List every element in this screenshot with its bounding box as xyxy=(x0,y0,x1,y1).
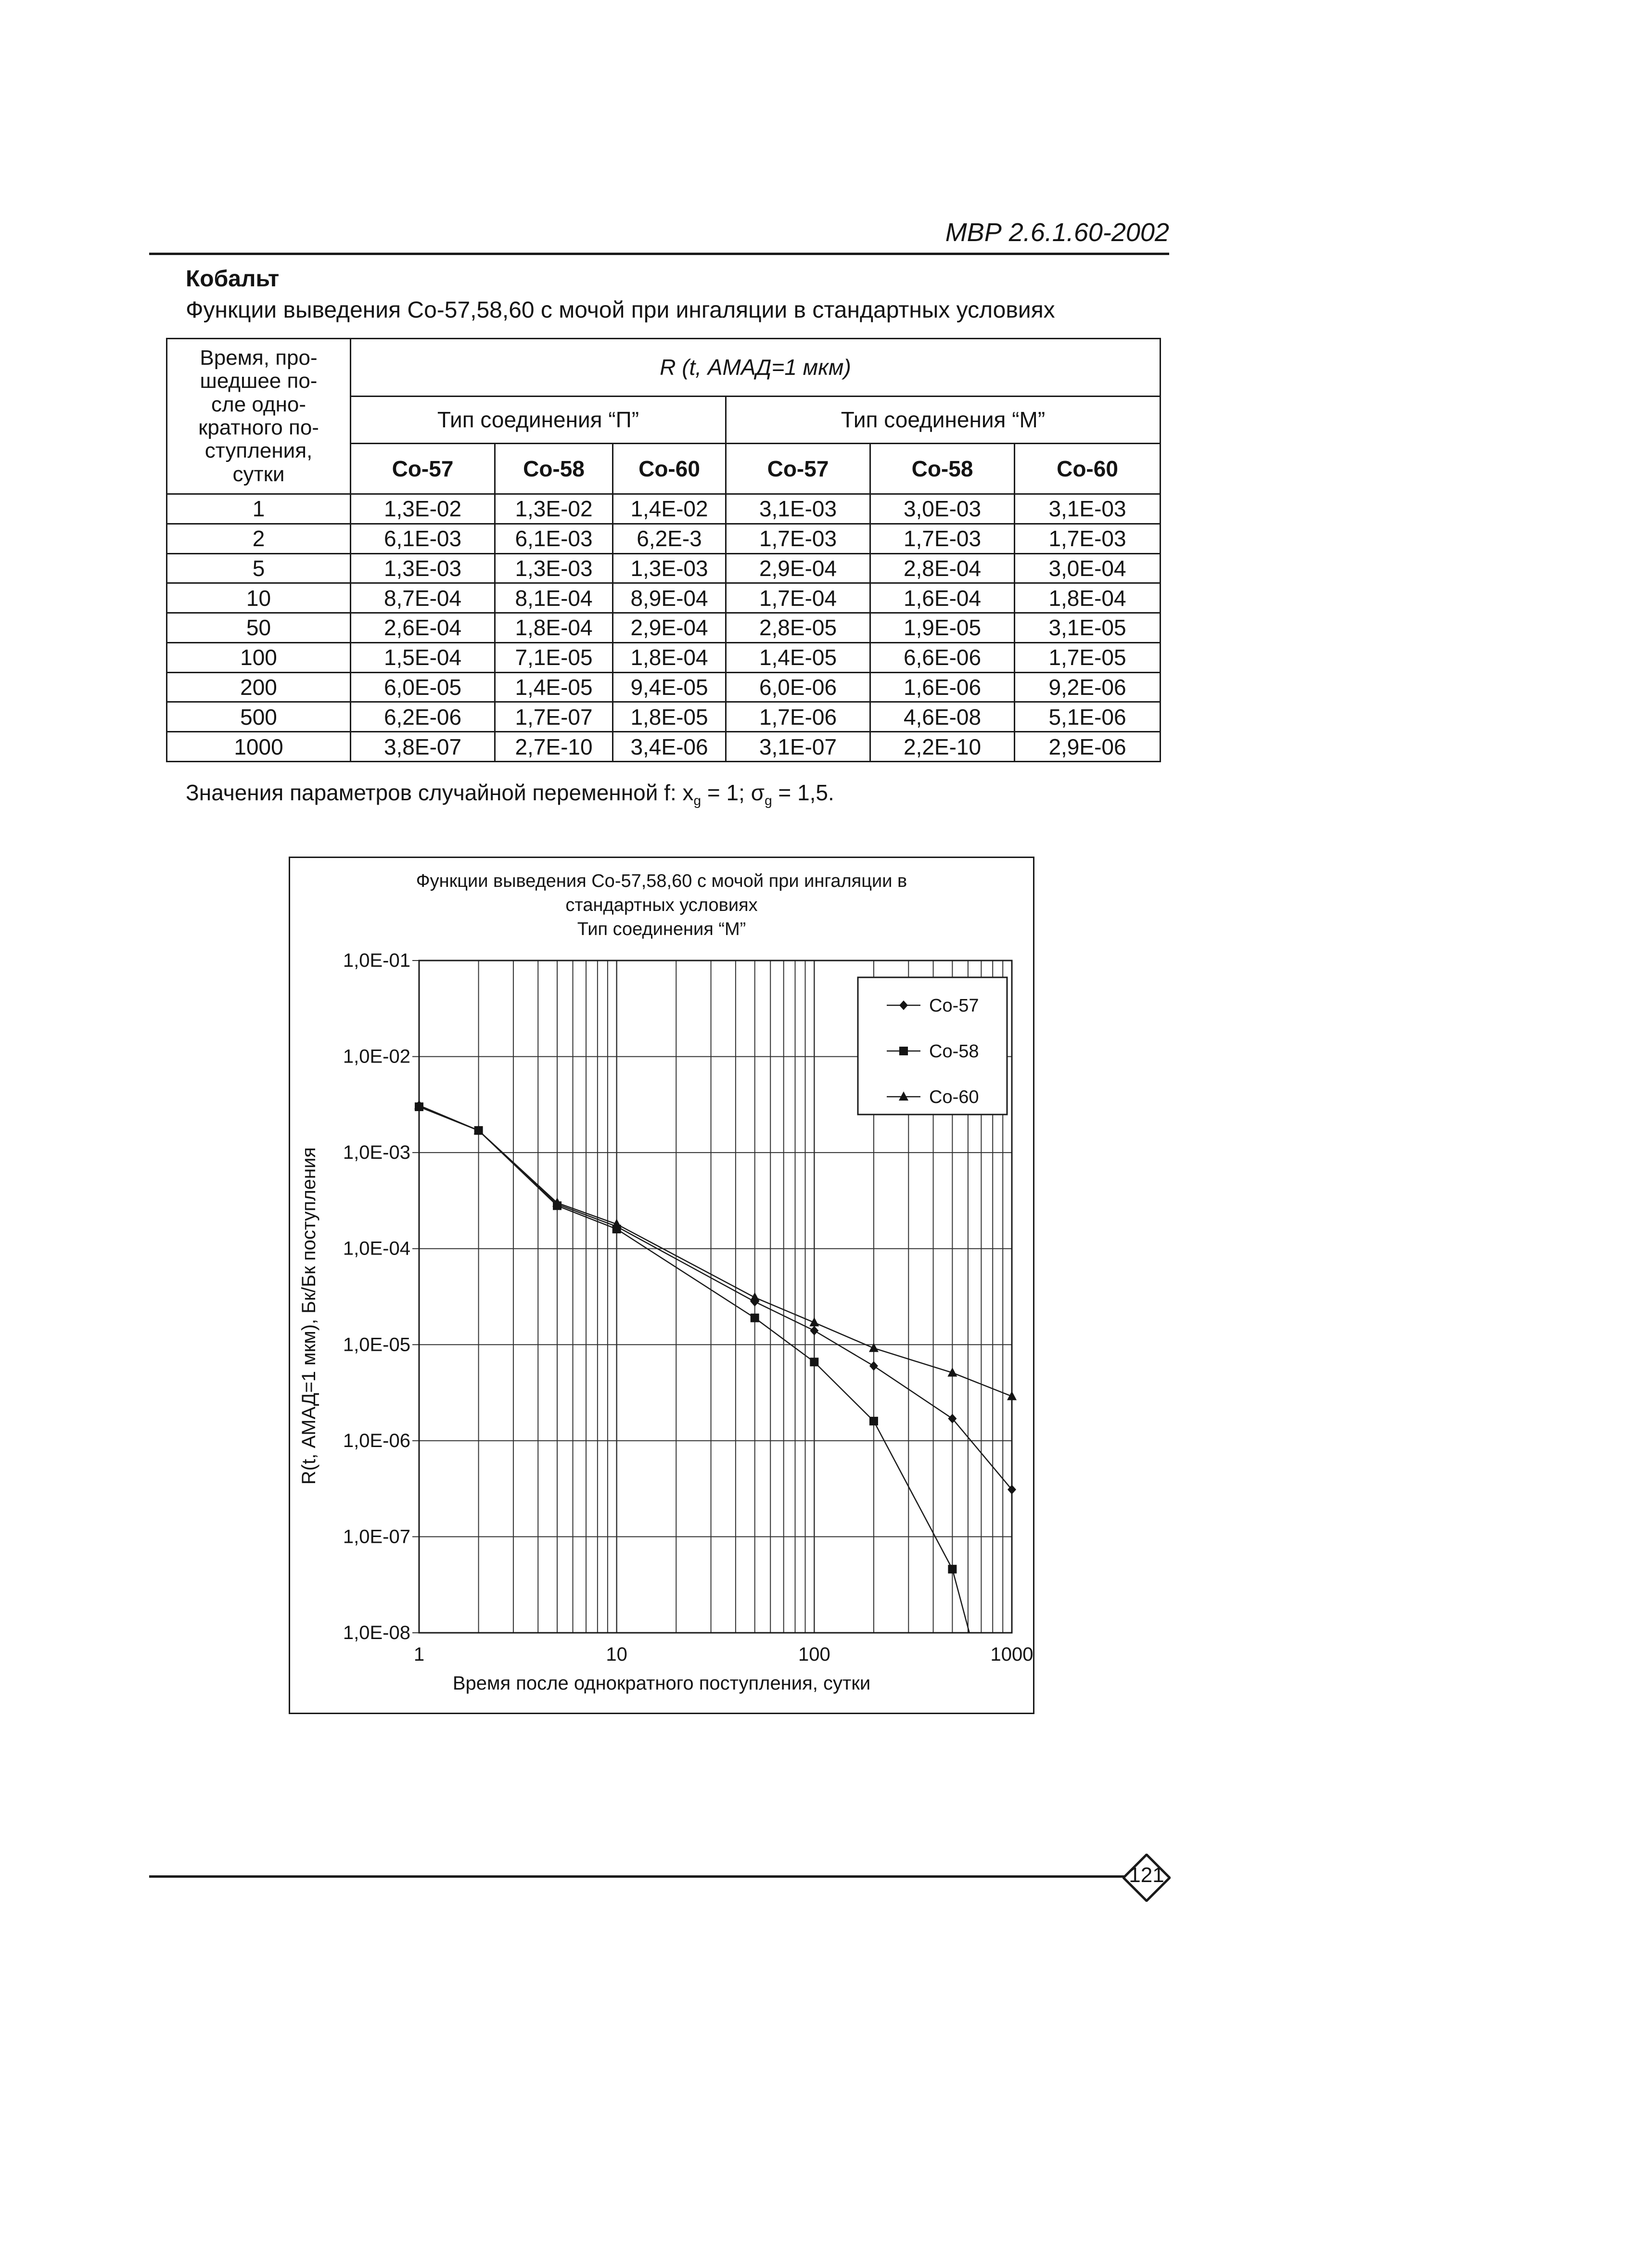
document-code: МВР 2.6.1.60-2002 xyxy=(945,218,1169,247)
y-tick-label: 1,0E-02 xyxy=(343,1046,410,1067)
nuclide-header: Co-57 xyxy=(351,444,495,494)
value-cell: 2,6E-04 xyxy=(351,613,495,643)
value-cell: 4,6E-08 xyxy=(870,702,1015,732)
nuclide-header: Co-57 xyxy=(726,444,870,494)
time-header-line: сле одно- xyxy=(211,392,306,416)
y-tick-label: 1,0E-07 xyxy=(343,1526,410,1548)
value-cell: 1,3E-03 xyxy=(495,553,613,583)
time-cell: 1 xyxy=(167,494,351,524)
value-cell: 6,0E-05 xyxy=(351,672,495,702)
table-row xyxy=(167,553,1161,583)
value-cell: 6,2E-3 xyxy=(613,524,726,553)
page-number: 121 xyxy=(1129,1863,1164,1887)
value-cell: 1,6E-06 xyxy=(870,672,1015,702)
x-tick-label: 100 xyxy=(798,1644,830,1665)
time-header-line: Время, про- xyxy=(200,346,318,370)
release-chart xyxy=(290,858,1033,1713)
value-cell: 1,8E-04 xyxy=(613,642,726,672)
value-cell: 1,7E-04 xyxy=(726,583,870,613)
value-cell: 2,2E-10 xyxy=(870,732,1015,762)
params-sub: g xyxy=(765,793,772,808)
time-header-line: кратного по- xyxy=(198,416,319,439)
params-suffix: = 1,5. xyxy=(772,780,834,805)
time-header xyxy=(167,339,351,494)
value-cell: 2,9E-04 xyxy=(613,613,726,643)
time-cell: 2 xyxy=(167,524,351,553)
chart-title-line: Тип соединения “М” xyxy=(577,919,746,939)
value-cell: 1,3E-03 xyxy=(351,553,495,583)
y-tick-label: 1,0E-08 xyxy=(343,1622,410,1643)
legend-label: Co-60 xyxy=(929,1087,979,1107)
y-tick-label: 1,0E-01 xyxy=(343,950,410,971)
value-cell: 3,1E-03 xyxy=(726,494,870,524)
value-cell: 9,2E-06 xyxy=(1015,672,1161,702)
value-cell: 6,0E-06 xyxy=(726,672,870,702)
value-cell: 2,9E-04 xyxy=(726,553,870,583)
table-row xyxy=(167,732,1161,762)
data-point-co-60 xyxy=(809,1317,819,1326)
nuclide-header: Co-60 xyxy=(613,444,726,494)
group-p-header: Тип соединения “П” xyxy=(351,397,726,444)
release-function-table xyxy=(166,338,1161,762)
value-cell: 1,8E-04 xyxy=(495,613,613,643)
value-cell: 1,7E-03 xyxy=(1015,524,1161,553)
y-axis-label: R(t, АМАД=1 мкм), Бк/Бк поступления xyxy=(298,1147,319,1485)
value-cell: 1,7E-03 xyxy=(870,524,1015,553)
value-cell: 2,8E-04 xyxy=(870,553,1015,583)
y-tick-label: 1,0E-04 xyxy=(343,1238,410,1259)
value-cell: 1,7E-05 xyxy=(1015,642,1161,672)
nuclide-header: Co-58 xyxy=(495,444,613,494)
value-cell: 1,4E-05 xyxy=(726,642,870,672)
value-cell: 3,0E-03 xyxy=(870,494,1015,524)
table-row xyxy=(167,583,1161,613)
y-tick-label: 1,0E-05 xyxy=(343,1334,410,1356)
value-cell: 1,7E-06 xyxy=(726,702,870,732)
x-axis-label: Время после однократного поступления, сутки xyxy=(452,1673,871,1694)
data-point-co-58 xyxy=(751,1314,759,1322)
time-cell: 50 xyxy=(167,613,351,643)
parameters-note xyxy=(186,780,834,808)
y-tick-label: 1,0E-03 xyxy=(343,1142,410,1164)
legend-marker xyxy=(899,1047,908,1055)
table-row xyxy=(167,494,1161,524)
value-cell: 2,7E-10 xyxy=(495,732,613,762)
data-point-co-57 xyxy=(869,1361,878,1371)
legend-label: Co-57 xyxy=(929,996,979,1016)
table-row xyxy=(167,524,1161,553)
value-cell: 3,1E-07 xyxy=(726,732,870,762)
value-cell: 1,3E-03 xyxy=(613,553,726,583)
chart-title-line: стандартных условиях xyxy=(565,895,758,915)
value-cell: 3,1E-05 xyxy=(1015,613,1161,643)
time-cell: 10 xyxy=(167,583,351,613)
table-caption: Функции выведения Co-57,58,60 с мочой при ингаляции в стандартных условиях xyxy=(186,297,1055,323)
series-line-co-57 xyxy=(419,1105,1012,1489)
value-cell: 3,4E-06 xyxy=(613,732,726,762)
time-header-line: сутки xyxy=(232,462,285,486)
group-m-header: Тип соединения “М” xyxy=(726,397,1161,444)
value-cell: 3,0E-04 xyxy=(1015,553,1161,583)
series-line-co-60 xyxy=(419,1105,1012,1397)
table-row xyxy=(167,672,1161,702)
value-cell: 2,9E-06 xyxy=(1015,732,1161,762)
value-cell: 6,1E-03 xyxy=(495,524,613,553)
time-header-line: шедшее по- xyxy=(200,369,318,393)
time-cell: 100 xyxy=(167,642,351,672)
x-tick-label: 10 xyxy=(606,1644,627,1665)
value-cell: 1,8E-05 xyxy=(613,702,726,732)
value-cell: 1,7E-07 xyxy=(495,702,613,732)
params-prefix: Значения параметров случайной переменной f: x xyxy=(186,780,694,805)
params-mid: = 1; σ xyxy=(701,780,765,805)
time-cell: 500 xyxy=(167,702,351,732)
header-rule xyxy=(149,253,1169,255)
value-cell: 7,1E-05 xyxy=(495,642,613,672)
r-value-header: R (t, АМАД=1 мкм) xyxy=(351,339,1161,397)
data-point-co-60 xyxy=(750,1292,760,1301)
value-cell: 1,7E-03 xyxy=(726,524,870,553)
data-point-co-58 xyxy=(810,1358,818,1366)
series-line-co-58 xyxy=(419,1107,1012,1713)
value-cell: 5,1E-06 xyxy=(1015,702,1161,732)
value-cell: 8,1E-04 xyxy=(495,583,613,613)
value-cell: 6,6E-06 xyxy=(870,642,1015,672)
value-cell: 6,1E-03 xyxy=(351,524,495,553)
time-cell: 200 xyxy=(167,672,351,702)
value-cell: 1,9E-05 xyxy=(870,613,1015,643)
section-title: Кобальт xyxy=(186,266,280,292)
time-header-line: ступления, xyxy=(204,439,313,463)
data-point-co-58 xyxy=(948,1565,957,1574)
value-cell: 1,4E-02 xyxy=(613,494,726,524)
chart-frame xyxy=(289,857,1034,1714)
nuclide-header: Co-60 xyxy=(1015,444,1161,494)
legend-label: Co-58 xyxy=(929,1041,979,1062)
value-cell: 1,6E-04 xyxy=(870,583,1015,613)
table-row xyxy=(167,613,1161,643)
data-point-co-58 xyxy=(869,1417,878,1425)
nuclide-header: Co-58 xyxy=(870,444,1015,494)
value-cell: 1,8E-04 xyxy=(1015,583,1161,613)
value-cell: 2,8E-05 xyxy=(726,613,870,643)
value-cell: 1,4E-05 xyxy=(495,672,613,702)
y-tick-label: 1,0E-06 xyxy=(343,1430,410,1451)
time-cell: 1000 xyxy=(167,732,351,762)
value-cell: 3,1E-03 xyxy=(1015,494,1161,524)
value-cell: 9,4E-05 xyxy=(613,672,726,702)
data-point-co-57 xyxy=(810,1326,818,1335)
params-sub: g xyxy=(693,793,702,808)
value-cell: 1,3E-02 xyxy=(495,494,613,524)
value-cell: 8,9E-04 xyxy=(613,583,726,613)
x-tick-label: 1000 xyxy=(990,1644,1033,1665)
value-cell: 1,3E-02 xyxy=(351,494,495,524)
chart-title-line: Функции выведения Co-57,58,60 с мочой при ингаляции в xyxy=(416,871,907,891)
footer-rule xyxy=(149,1875,1128,1878)
table-row xyxy=(167,702,1161,732)
value-cell: 6,2E-06 xyxy=(351,702,495,732)
value-cell: 1,5E-04 xyxy=(351,642,495,672)
value-cell: 8,7E-04 xyxy=(351,583,495,613)
x-tick-label: 1 xyxy=(413,1644,425,1665)
table-body xyxy=(167,494,1161,762)
value-cell: 3,8E-07 xyxy=(351,732,495,762)
table-row xyxy=(167,642,1161,672)
time-cell: 5 xyxy=(167,553,351,583)
